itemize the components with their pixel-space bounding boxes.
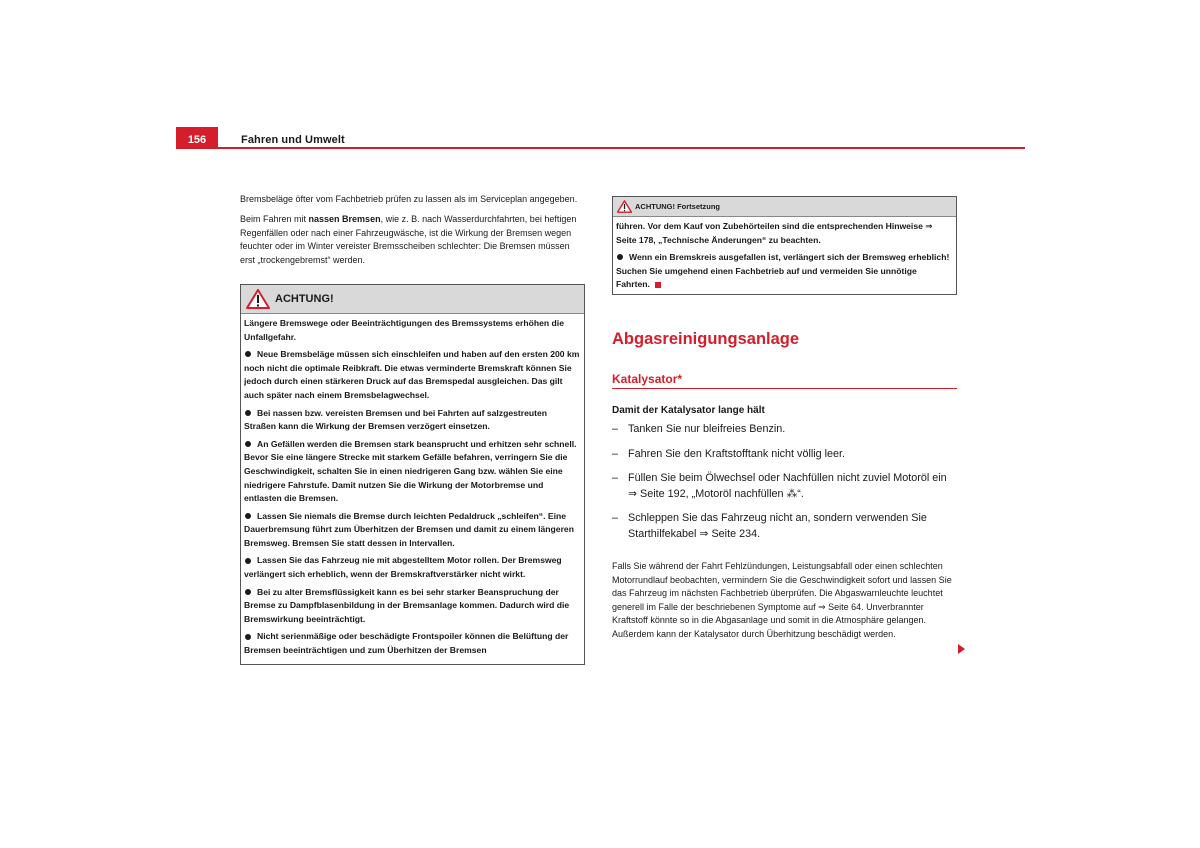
continue-arrow-icon [958,644,965,654]
paragraph-brake-pads: Bremsbeläge öfter vom Fachbetrieb prüfen zu lassen als im Serviceplan angegeben. [240,194,578,204]
paragraph-catalyst: Falls Sie während der Fahrt Fehlzündungen, Leistungsabfall oder einen schlechten Motorrundlauf beobachten, vermindern Sie die Geschwindigkeit sofort und lassen Sie das Fahrzeug im nächsten Fachbetrieb überprüfen. Die Abgaswarnleuchte leuchtet generell im Falle der beschriebenen Symptome auf ⇒ Seite 64. Unverbrannter Kraftstoff könnte so in die Abgasanlage und somit in die Atmosphäre gelangen. Außerdem kann der Katalysator durch Überhitzung beschädigt werden. [612,561,952,639]
warning-bullet [244,554,580,581]
warning-bullet [244,586,580,627]
section-title: Abgasreinigungsanlage [612,330,800,348]
bullet-text: An Gefällen werden die Bremsen stark beansprucht und erhitzen sehr schnell. Bevor Sie eine längere Strecke mit starkem Gefälle befahren, verringern Sie die Geschwindigkeit, schalten Sie in einen niedrigeren Gang bzw. wählen Sie eine niedrigere Fahrstufe. Damit nutzen Sie die Wirkung der Motorbremse und entlasten die Bremsen. [244,438,577,504]
list-item: – Tanken Sie nur bleifreies Benzin. [612,422,957,438]
warning-bullet [244,438,580,506]
warning-title: ACHTUNG! Fortsetzung [635,202,720,211]
bullet-text: Neue Bremsbeläge müssen sich einschleifen und haben auf den ersten 200 km noch nicht die optimale Reibkraft. Die etwas verminderte Bremskraft können Sie jedoch durch einen stärkeren Druck auf das Bremspedal ausgleichen. Das gilt auch später nach einem Bremsbelagwechsel. [244,349,580,400]
warning-header [241,285,584,314]
chapter-title: Fahren und Umwelt [241,134,345,146]
warning-body [241,314,584,664]
text-fragment: Beim Fahren mit [240,213,309,224]
warning-body [613,217,956,294]
bullet-icon [617,254,623,260]
warning-title: ACHTUNG! [275,292,334,305]
warning-intro: Längere Bremswege oder Beeinträchtigungen des Bremssystems erhöhen die Unfallgefahr. [244,317,564,342]
warning-box [240,284,585,665]
subsection-rule [612,388,957,389]
list-item: – Fahren Sie den Kraftstofftank nicht völlig leer. [612,447,957,463]
bullet-icon [245,558,251,564]
bullet-text: Bei nassen bzw. vereisten Bremsen und bei Fahrten auf salzgestreuten Straßen kann die Wirkung der Bremsen verzögert einsetzen. [244,407,548,432]
end-square-icon [655,282,661,288]
warning-bullet [244,510,580,551]
list-item: – Füllen Sie beim Ölwechsel oder Nachfüllen nicht zuviel Motoröl ein ⇒ Seite 192, „Motoröl nachfüllen ⁂“. [612,471,957,502]
bullet-text: Nicht serienmäßige oder beschädigte Frontspoiler können die Belüftung der Bremsen beeinträchtigen und zum Überhitzen der Bremsen [244,631,569,656]
warning-text: führen. Vor dem Kauf von Zubehörteilen sind die entsprechenden Hinweise ⇒ Seite 178, „Technische Änderungen“ zu beachten. [616,221,933,245]
subsection-title: Katalysator* [612,372,683,386]
list-item: – Schleppen Sie das Fahrzeug nicht an, sondern verwenden Sie Starthilfekabel ⇒ Seite 234. [612,511,957,542]
warning-bullet [244,407,580,434]
bullet-icon [245,410,251,416]
bullet-text: Lassen Sie das Fahrzeug nie mit abgestelltem Motor rollen. Der Bremsweg verlängert sich erheblich, wenn der Bremskraftverstärker nicht wirkt. [244,555,562,580]
page-header [176,127,1025,149]
page-number: 156 [176,127,218,149]
warning-triangle-icon [246,289,270,309]
bullet-text: Bei zu alter Bremsflüssigkeit kann es bei sehr starker Beanspruchung der Bremse zu Dampfblasenbildung in der Bremsanlage kommen. Dadurch wird die Bremswirkung beeinträchtigt. [244,586,570,624]
tips-list [612,422,957,551]
warning-header [613,197,956,217]
header-rule [218,147,1025,149]
text-fragment: , wie z. B. nach Wasserdurchfahrten, bei heftigen Regenfällen oder nach einer Fahrzeugwäsche, ist die Wirkung der Bremsen wegen feuchter oder im Winter vereister Bremsscheiben schlechter: Die Bremsen müssen erst „trockengebremst“ werden. [240,213,577,266]
subheading: Damit der Katalysator lange hält [612,405,765,416]
paragraph-wet-brakes [240,213,585,268]
bullet-text: Wenn ein Bremskreis ausgefallen ist, verlängert sich der Bremsweg erheblich! Suchen Sie umgehend einen Fachbetrieb auf und vermeiden Sie unnötige Fahrten. [616,252,950,290]
warning-continued-box [612,196,957,295]
warning-bullet [244,348,580,402]
bold-term: nassen Bremsen [308,213,381,224]
warning-bullet [616,251,952,292]
right-column [612,196,957,639]
bullet-icon [245,589,251,595]
left-column [240,193,585,665]
warning-bullet [244,630,580,657]
bullet-icon [245,634,251,640]
warning-triangle-icon [617,200,632,213]
bullet-text: Lassen Sie niemals die Bremse durch leichten Pedaldruck „schleifen“. Eine Dauerbremsung führt zum Überhitzen der Bremsen und damit zu einem längeren Bremsweg. Bremsen Sie statt dessen in Intervallen. [244,510,574,548]
bullet-icon [245,513,251,519]
bullet-icon [245,441,251,447]
bullet-icon [245,351,251,357]
